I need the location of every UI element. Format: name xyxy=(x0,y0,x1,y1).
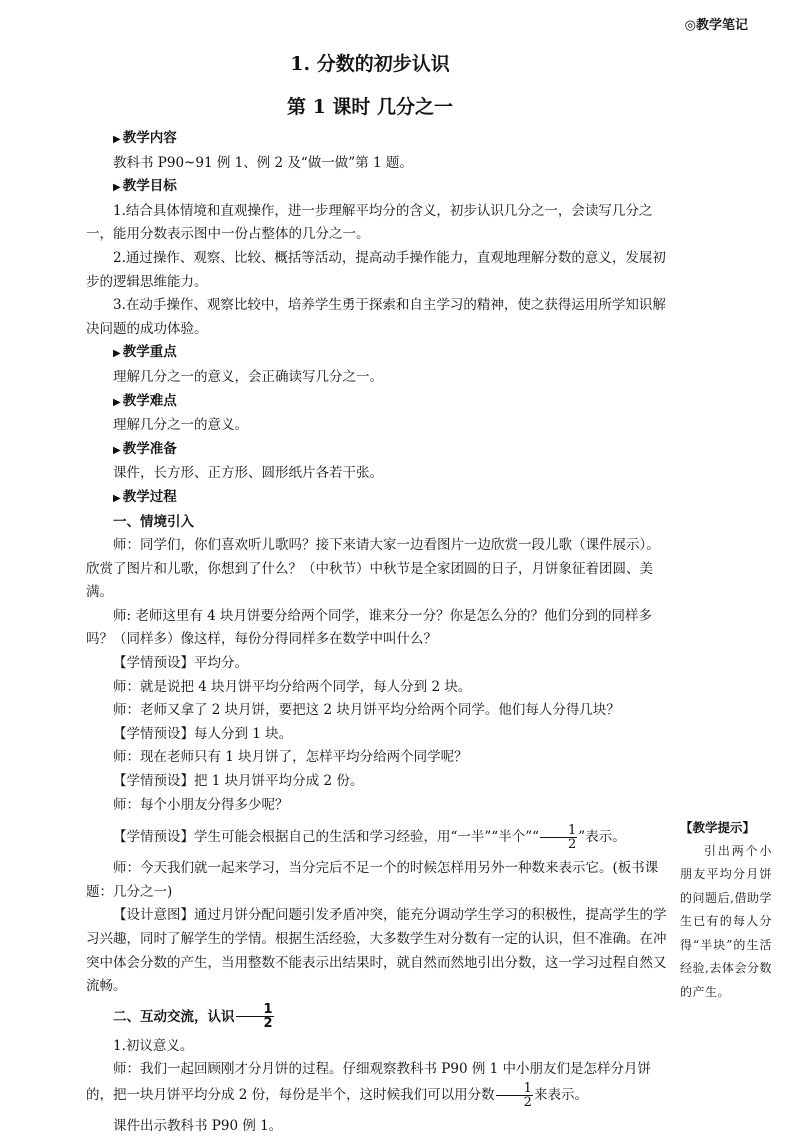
corner-label: ◎教学笔记 xyxy=(684,18,748,33)
part2-heading: 二、互动交流，认识 $\frac{1}{2}$ xyxy=(113,1002,273,1032)
prep-text: 课件，长方形、正方形、圆形纸片各若干张。 xyxy=(113,465,383,482)
section-heading-goals: ▶ 教学目标 xyxy=(113,178,177,195)
goal-3: 3.在动手操作、观察比较中，培养学生勇于探索和自主学习的精神，使之获得运用所学知识解决问题的成功体验。 xyxy=(86,297,666,337)
triangle-bullet-icon: ▶ xyxy=(113,182,121,194)
paragraph: 师：老师又拿了 2 块月饼，要把这 2 块月饼平均分给两个同学。他们每人分得几块？ xyxy=(113,702,620,719)
goal-1: 1.结合具体情境和直观操作，进一步理解平均分的含义，初步认识几分之一，会读写几分之一，能用分数表示图中一份占整体的几分之一。 xyxy=(86,202,653,243)
teaching-tip-heading: 【教学提示】 xyxy=(680,820,756,835)
lesson-title: 1. 分数的初步认识 xyxy=(290,53,450,75)
goal-2: 2.通过操作、观察、比较、概括等活动，提高动手操作能力，直观地理解分数的意义，发展初步的逻辑思维能力。 xyxy=(86,249,666,290)
fraction-one-half: $\frac{1}{2}$ xyxy=(540,824,577,851)
part1-heading: 一、情境引入 xyxy=(113,513,194,530)
paragraph: 【学情预设】每人分到 1 块。 xyxy=(113,725,293,742)
section-heading-difficulty: ▶ 教学难点 xyxy=(113,392,177,409)
fraction-one-half: $\frac{1}{2}$ xyxy=(236,1003,274,1030)
triangle-bullet-icon: ▶ xyxy=(113,396,121,408)
teaching-tip-text: 引出两个小朋友平均分月饼的问题后,借助学生已有的每人分得“半块”的生活经验,去体会分数的产生。 xyxy=(680,843,772,999)
triangle-bullet-icon: ▶ xyxy=(113,444,121,456)
paragraph: 1.初议意义。 xyxy=(113,1037,194,1054)
paragraph: 师：就是说把 4 块月饼平均分给两个同学，每人分到 2 块。 xyxy=(113,678,472,695)
section-heading-process: ▶ 教学过程 xyxy=(113,488,177,505)
paragraph: 【学情预设】平均分。 xyxy=(113,655,248,672)
key-text: 理解几分之一的意义，会正确读写几分之一。 xyxy=(113,368,383,385)
main-content xyxy=(86,127,671,1139)
paragraph: 师：今天我们就一起来学习，当分完后不足一个的时候怎样用另外一种数来表示它。(板书课题：几分之一) xyxy=(86,860,659,900)
section-heading-prep: ▶ 教学准备 xyxy=(113,440,177,457)
paragraph: 课件出示教科书 P90 例 1。 xyxy=(113,1117,283,1134)
content-text: 教科书 P90~91 例 1、例 2 及“做一做”第 1 题。 xyxy=(113,154,413,171)
triangle-bullet-icon: ▶ xyxy=(113,348,121,360)
design-intent: 【设计意图】通过月饼分配问题引发矛盾冲突，能充分调动学生学习的积极性，提高学生的学习兴趣，同时了解学生的学情。根据生活经验，大多数学生对分数有一定的认识，但不准确。在冲突中体会分数的产生，当用整数不能表示出结果时，就自然而然地引出分数，这一学习过程自然又流畅。 xyxy=(86,907,667,995)
paragraph: 师：现在老师只有 1 块月饼了，怎样平均分给两个同学呢？ xyxy=(113,749,468,766)
teaching-tip-sidebar xyxy=(680,816,772,1004)
paragraph-with-fraction: 【学情预设】学生可能会根据自己的生活和学习经验，用“一半”“半个”“ $\frac{1}{2}$ ”表示。 xyxy=(113,823,626,853)
difficulty-text: 理解几分之一的意义。 xyxy=(113,417,248,434)
section-heading-key: ▶ 教学重点 xyxy=(113,344,177,361)
paragraph: 【学情预设】把 1 块月饼平均分成 2 份。 xyxy=(113,773,364,790)
lesson-subtitle: 第 1 课时 几分之一 xyxy=(286,96,454,118)
paragraph: 师：同学们，你们喜欢听儿歌吗？接下来请大家一边看图片一边欣赏一段儿歌（课件展示）。欣赏了图片和儿歌，你想到了什么？（中秋节）中秋节是全家团圆的日子，月饼象征着团圆、美满。 xyxy=(86,537,660,601)
paragraph: 师：每个小朋友分得多少呢？ xyxy=(113,796,289,813)
fraction-one-half: $\frac{1}{2}$ xyxy=(496,1082,533,1109)
paragraph: 师: 老师这里有 4 块月饼要分给两个同学，谁来分一分？你是怎么分的？他们分到的同样多吗？（同样多）像这样，每份分得同样多在数学中叫什么？ xyxy=(86,607,653,648)
paragraph-with-fraction: 师：我们一起回顾刚才分月饼的过程。仔细观察教科书 P90 例 1 中小朋友们是怎样分月饼的，把一块月饼平均分成 2 份，每份是半个，这时候我们可以用分数 $\frac{1}{2}$ 来表示。 xyxy=(86,1061,652,1110)
section-heading-content: ▶ 教学内容 xyxy=(113,130,177,146)
triangle-bullet-icon: ▶ xyxy=(113,134,121,145)
triangle-bullet-icon: ▶ xyxy=(113,492,121,504)
